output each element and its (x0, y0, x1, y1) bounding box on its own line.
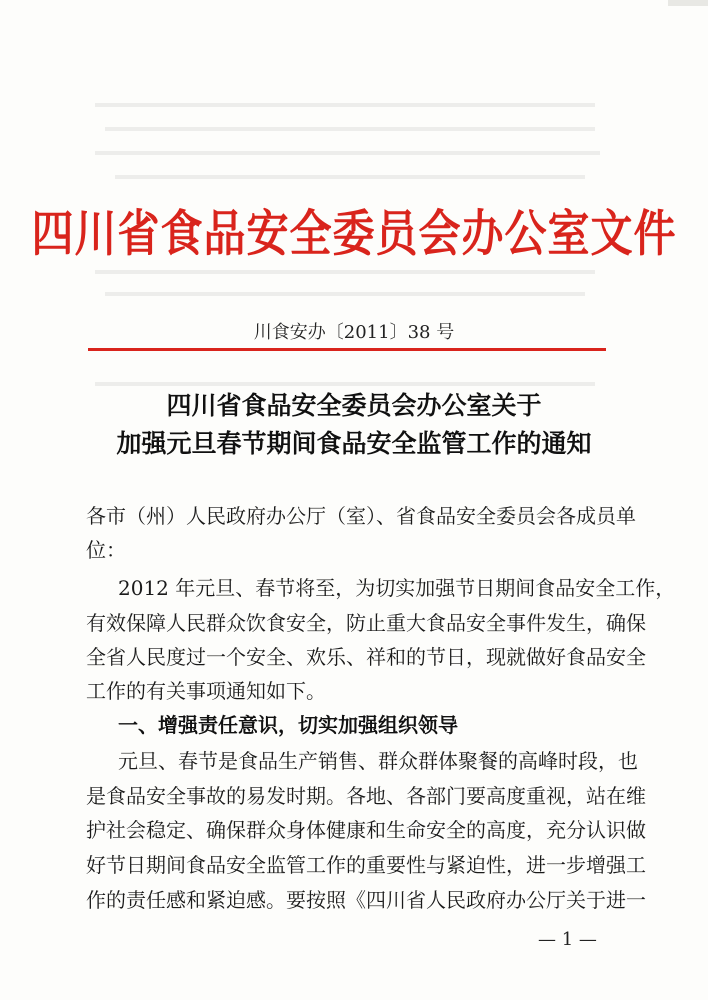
bleed-through-texture (95, 95, 615, 185)
bleed-lines-2 (95, 262, 615, 302)
document-header-title: 四川省食品安全委员会办公室文件 (31, 204, 677, 263)
document-title-line-1: 四川省食品安全委员会办公室关于 (166, 391, 542, 420)
intro-line-3: 全省人民度过一个安全、欢乐、祥和的节日，现就做好食品安全 (86, 645, 646, 669)
document-number: 川食安办〔2011〕38 号 (253, 322, 455, 343)
bleed-lines (95, 95, 615, 185)
section-1-heading: 一、增强责任意识，切实加强组织领导 (118, 713, 458, 737)
document-title-line-2: 加强元旦春节期间食品安全监管工作的通知 (116, 429, 592, 458)
page-number: — 1 — (538, 929, 597, 950)
intro-line-1: 2012 年元旦、春节将至，为切实加强节日期间食品安全工作， (118, 576, 676, 600)
recipients-line-1: 各市（州）人民政府办公厅（室）、省食品安全委员会各成员单 (86, 504, 636, 528)
section-1-line-3: 护社会稳定、确保群众身体健康和生命安全的高度，充分认识做 (86, 818, 646, 842)
section-1-line-4: 好节日期间食品安全监管工作的重要性与紧迫性，进一步增强工 (86, 853, 646, 877)
intro-line-4: 工作的有关事项通知如下。 (86, 679, 326, 703)
red-divider-line (88, 348, 606, 351)
bleed-through-texture-2 (95, 262, 615, 302)
recipients-line-2: 位： (86, 538, 126, 562)
intro-line-2: 有效保障人民群众饮食安全，防止重大食品安全事件发生，确保 (86, 611, 646, 635)
scan-corner-mark (668, 0, 708, 6)
section-1-line-1: 元旦、春节是食品生产销售、群众群体聚餐的高峰时段，也 (118, 749, 638, 773)
section-1-line-2: 是食品安全事故的易发时期。各地、各部门要高度重视，站在维 (86, 784, 646, 808)
section-1-line-5: 作的责任感和紧迫感。要按照《四川省人民政府办公厅关于进一 (86, 888, 646, 912)
